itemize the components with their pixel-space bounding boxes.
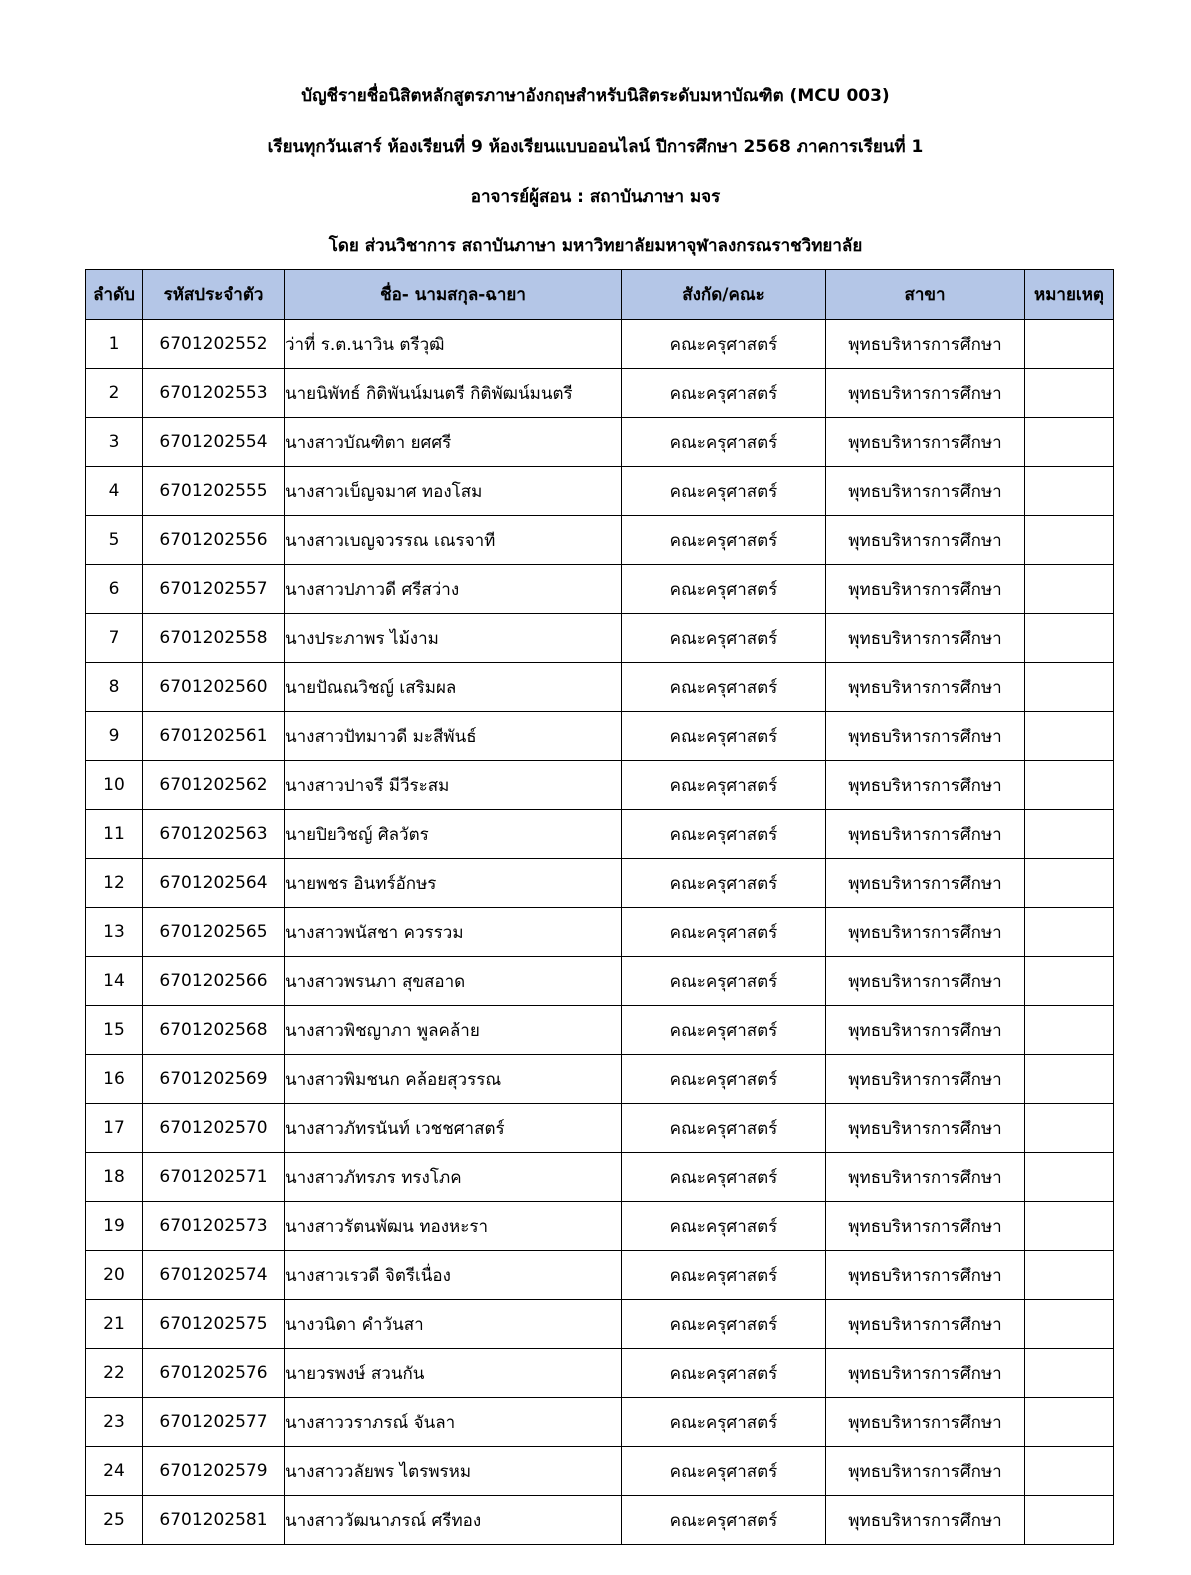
row-faculty: คณะครุศาสตร์ bbox=[622, 1251, 826, 1300]
row-student-id: 6701202557 bbox=[143, 565, 285, 614]
row-faculty: คณะครุศาสตร์ bbox=[622, 1153, 826, 1202]
table-row bbox=[86, 1349, 1114, 1398]
row-note bbox=[1025, 320, 1114, 369]
row-faculty: คณะครุศาสตร์ bbox=[622, 614, 826, 663]
row-name: นางสาวรัตนพัฒน ทองหะรา bbox=[285, 1202, 622, 1251]
row-note bbox=[1025, 1300, 1114, 1349]
row-major: พุทธบริหารการศึกษา bbox=[826, 467, 1025, 516]
table-row bbox=[86, 908, 1114, 957]
row-order: 17 bbox=[86, 1104, 143, 1153]
row-note bbox=[1025, 1447, 1114, 1496]
row-student-id: 6701202555 bbox=[143, 467, 285, 516]
row-major: พุทธบริหารการศึกษา bbox=[826, 516, 1025, 565]
row-order: 3 bbox=[86, 418, 143, 467]
row-student-id: 6701202562 bbox=[143, 761, 285, 810]
row-student-id: 6701202577 bbox=[143, 1398, 285, 1447]
row-faculty: คณะครุศาสตร์ bbox=[622, 1496, 826, 1545]
table-row bbox=[86, 565, 1114, 614]
col-header-note: หมายเหตุ bbox=[1025, 270, 1114, 320]
row-order: 11 bbox=[86, 810, 143, 859]
table-row bbox=[86, 712, 1114, 761]
row-major: พุทธบริหารการศึกษา bbox=[826, 1153, 1025, 1202]
row-note bbox=[1025, 1055, 1114, 1104]
row-faculty: คณะครุศาสตร์ bbox=[622, 418, 826, 467]
row-student-id: 6701202564 bbox=[143, 859, 285, 908]
row-note bbox=[1025, 908, 1114, 957]
table-row bbox=[86, 1300, 1114, 1349]
row-faculty: คณะครุศาสตร์ bbox=[622, 516, 826, 565]
row-faculty: คณะครุศาสตร์ bbox=[622, 565, 826, 614]
row-name: นางสาววลัยพร ไตรพรหม bbox=[285, 1447, 622, 1496]
row-faculty: คณะครุศาสตร์ bbox=[622, 810, 826, 859]
row-name: นายปัณณวิชญ์ เสริมผล bbox=[285, 663, 622, 712]
row-note bbox=[1025, 1202, 1114, 1251]
row-major: พุทธบริหารการศึกษา bbox=[826, 1447, 1025, 1496]
row-faculty: คณะครุศาสตร์ bbox=[622, 712, 826, 761]
row-note bbox=[1025, 467, 1114, 516]
row-major: พุทธบริหารการศึกษา bbox=[826, 712, 1025, 761]
row-order: 1 bbox=[86, 320, 143, 369]
row-student-id: 6701202561 bbox=[143, 712, 285, 761]
col-header-order: ลำดับ bbox=[86, 270, 143, 320]
row-name: นายปิยวิชญ์ ศิลวัตร bbox=[285, 810, 622, 859]
table-body bbox=[86, 320, 1114, 1545]
row-order: 2 bbox=[86, 369, 143, 418]
row-student-id: 6701202575 bbox=[143, 1300, 285, 1349]
row-name: นางสาวปาจรี มีวีระสม bbox=[285, 761, 622, 810]
row-name: นางสาวภัทรนันท์ เวชชศาสตร์ bbox=[285, 1104, 622, 1153]
row-name: นางสาววราภรณ์ จันลา bbox=[285, 1398, 622, 1447]
row-major: พุทธบริหารการศึกษา bbox=[826, 1251, 1025, 1300]
row-major: พุทธบริหารการศึกษา bbox=[826, 1349, 1025, 1398]
table-row bbox=[86, 859, 1114, 908]
row-order: 19 bbox=[86, 1202, 143, 1251]
col-header-student-id: รหัสประจำตัว bbox=[143, 270, 285, 320]
row-note bbox=[1025, 761, 1114, 810]
row-faculty: คณะครุศาสตร์ bbox=[622, 1300, 826, 1349]
row-note bbox=[1025, 418, 1114, 467]
row-name: นางวนิดา คำวันสา bbox=[285, 1300, 622, 1349]
row-faculty: คณะครุศาสตร์ bbox=[622, 1349, 826, 1398]
row-name: ว่าที่ ร.ต.นาวิน ตรีวุฒิ bbox=[285, 320, 622, 369]
table-row bbox=[86, 957, 1114, 1006]
row-note bbox=[1025, 369, 1114, 418]
row-major: พุทธบริหารการศึกษา bbox=[826, 565, 1025, 614]
row-faculty: คณะครุศาสตร์ bbox=[622, 467, 826, 516]
row-faculty: คณะครุศาสตร์ bbox=[622, 1055, 826, 1104]
table-header-row bbox=[86, 270, 1114, 320]
table-row bbox=[86, 418, 1114, 467]
row-order: 9 bbox=[86, 712, 143, 761]
row-note bbox=[1025, 614, 1114, 663]
row-student-id: 6701202576 bbox=[143, 1349, 285, 1398]
table-row bbox=[86, 369, 1114, 418]
row-order: 8 bbox=[86, 663, 143, 712]
row-name: นางสาวเรวดี จิตรีเนื่อง bbox=[285, 1251, 622, 1300]
row-order: 18 bbox=[86, 1153, 143, 1202]
row-order: 10 bbox=[86, 761, 143, 810]
row-name: นายวรพงษ์ สวนกัน bbox=[285, 1349, 622, 1398]
row-order: 20 bbox=[86, 1251, 143, 1300]
row-note bbox=[1025, 1496, 1114, 1545]
row-note bbox=[1025, 1251, 1114, 1300]
row-faculty: คณะครุศาสตร์ bbox=[622, 761, 826, 810]
row-faculty: คณะครุศาสตร์ bbox=[622, 908, 826, 957]
row-note bbox=[1025, 810, 1114, 859]
row-faculty: คณะครุศาสตร์ bbox=[622, 663, 826, 712]
row-name: นางสาวปภาวดี ศรีสว่าง bbox=[285, 565, 622, 614]
row-name: นางสาวพรนภา สุขสอาด bbox=[285, 957, 622, 1006]
table-row bbox=[86, 1496, 1114, 1545]
row-order: 22 bbox=[86, 1349, 143, 1398]
table-row bbox=[86, 1153, 1114, 1202]
row-major: พุทธบริหารการศึกษา bbox=[826, 1300, 1025, 1349]
row-name: นายพชร อินทร์อักษร bbox=[285, 859, 622, 908]
row-student-id: 6701202558 bbox=[143, 614, 285, 663]
row-note bbox=[1025, 663, 1114, 712]
table-row bbox=[86, 1398, 1114, 1447]
row-note bbox=[1025, 1398, 1114, 1447]
table-row bbox=[86, 1104, 1114, 1153]
row-major: พุทธบริหารการศึกษา bbox=[826, 1202, 1025, 1251]
row-order: 25 bbox=[86, 1496, 143, 1545]
row-major: พุทธบริหารการศึกษา bbox=[826, 1104, 1025, 1153]
row-student-id: 6701202581 bbox=[143, 1496, 285, 1545]
row-name: นางสาวภัทรภร ทรงโภค bbox=[285, 1153, 622, 1202]
table-row bbox=[86, 320, 1114, 369]
col-header-faculty: สังกัด/คณะ bbox=[622, 270, 826, 320]
col-header-name: ชื่อ- นามสกุล-ฉายา bbox=[285, 270, 622, 320]
row-major: พุทธบริหารการศึกษา bbox=[826, 320, 1025, 369]
row-major: พุทธบริหารการศึกษา bbox=[826, 418, 1025, 467]
row-faculty: คณะครุศาสตร์ bbox=[622, 859, 826, 908]
row-major: พุทธบริหารการศึกษา bbox=[826, 614, 1025, 663]
row-student-id: 6701202579 bbox=[143, 1447, 285, 1496]
row-student-id: 6701202574 bbox=[143, 1251, 285, 1300]
table-row bbox=[86, 614, 1114, 663]
row-order: 7 bbox=[86, 614, 143, 663]
row-major: พุทธบริหารการศึกษา bbox=[826, 761, 1025, 810]
row-student-id: 6701202573 bbox=[143, 1202, 285, 1251]
row-note bbox=[1025, 1006, 1114, 1055]
row-order: 14 bbox=[86, 957, 143, 1006]
instructor-line: อาจารย์ผู้สอน : สถาบันภาษา มจร bbox=[470, 187, 721, 207]
row-faculty: คณะครุศาสตร์ bbox=[622, 1398, 826, 1447]
row-major: พุทธบริหารการศึกษา bbox=[826, 1398, 1025, 1447]
row-student-id: 6701202552 bbox=[143, 320, 285, 369]
row-note bbox=[1025, 565, 1114, 614]
col-header-major: สาขา bbox=[826, 270, 1025, 320]
row-name: นางสาววัฒนาภรณ์ ศรีทอง bbox=[285, 1496, 622, 1545]
row-student-id: 6701202565 bbox=[143, 908, 285, 957]
student-roster-table bbox=[85, 269, 1114, 1545]
table-row bbox=[86, 1202, 1114, 1251]
row-note bbox=[1025, 859, 1114, 908]
row-major: พุทธบริหารการศึกษา bbox=[826, 810, 1025, 859]
row-student-id: 6701202560 bbox=[143, 663, 285, 712]
row-order: 13 bbox=[86, 908, 143, 957]
row-major: พุทธบริหารการศึกษา bbox=[826, 957, 1025, 1006]
row-major: พุทธบริหารการศึกษา bbox=[826, 1496, 1025, 1545]
row-order: 6 bbox=[86, 565, 143, 614]
row-note bbox=[1025, 1153, 1114, 1202]
row-order: 21 bbox=[86, 1300, 143, 1349]
row-order: 12 bbox=[86, 859, 143, 908]
organizer-line: โดย ส่วนวิชาการ สถาบันภาษา มหาวิทยาลัยมหาจุฬาลงกรณราชวิทยาลัย bbox=[328, 236, 863, 256]
row-order: 23 bbox=[86, 1398, 143, 1447]
row-name: นางสาวพนัสชา ควรรวม bbox=[285, 908, 622, 957]
row-name: นางสาวพิชญาภา พูลคล้าย bbox=[285, 1006, 622, 1055]
row-faculty: คณะครุศาสตร์ bbox=[622, 320, 826, 369]
row-faculty: คณะครุศาสตร์ bbox=[622, 369, 826, 418]
row-faculty: คณะครุศาสตร์ bbox=[622, 1006, 826, 1055]
document-title: บัญชีรายชื่อนิสิตหลักสูตรภาษาอังกฤษสำหรับนิสิตระดับมหาบัณฑิต (MCU 003) bbox=[301, 86, 890, 106]
table-row bbox=[86, 467, 1114, 516]
table-row bbox=[86, 663, 1114, 712]
row-student-id: 6701202571 bbox=[143, 1153, 285, 1202]
table-row bbox=[86, 1006, 1114, 1055]
row-student-id: 6701202563 bbox=[143, 810, 285, 859]
table-row bbox=[86, 1251, 1114, 1300]
row-order: 4 bbox=[86, 467, 143, 516]
row-name: นางสาวปัทมาวดี มะสีพันธ์ bbox=[285, 712, 622, 761]
table-row bbox=[86, 1055, 1114, 1104]
row-faculty: คณะครุศาสตร์ bbox=[622, 957, 826, 1006]
row-name: นางสาวเบญจวรรณ เณรจาที bbox=[285, 516, 622, 565]
table-row bbox=[86, 761, 1114, 810]
row-order: 24 bbox=[86, 1447, 143, 1496]
row-faculty: คณะครุศาสตร์ bbox=[622, 1104, 826, 1153]
row-student-id: 6701202556 bbox=[143, 516, 285, 565]
row-note bbox=[1025, 1104, 1114, 1153]
row-name: นางสาวบัณฑิตา ยศศรี bbox=[285, 418, 622, 467]
row-major: พุทธบริหารการศึกษา bbox=[826, 663, 1025, 712]
row-major: พุทธบริหารการศึกษา bbox=[826, 859, 1025, 908]
table-row bbox=[86, 1447, 1114, 1496]
row-major: พุทธบริหารการศึกษา bbox=[826, 1055, 1025, 1104]
row-note bbox=[1025, 516, 1114, 565]
table-row bbox=[86, 810, 1114, 859]
row-name: นางสาวพิมชนก คล้อยสุวรรณ bbox=[285, 1055, 622, 1104]
row-student-id: 6701202554 bbox=[143, 418, 285, 467]
row-note bbox=[1025, 712, 1114, 761]
row-note bbox=[1025, 1349, 1114, 1398]
row-name: นางสาวเบ็ญจมาศ ทองโสม bbox=[285, 467, 622, 516]
row-order: 5 bbox=[86, 516, 143, 565]
row-order: 15 bbox=[86, 1006, 143, 1055]
row-name: นางประภาพร ไม้งาม bbox=[285, 614, 622, 663]
row-student-id: 6701202569 bbox=[143, 1055, 285, 1104]
row-student-id: 6701202570 bbox=[143, 1104, 285, 1153]
row-student-id: 6701202568 bbox=[143, 1006, 285, 1055]
row-note bbox=[1025, 957, 1114, 1006]
table-row bbox=[86, 516, 1114, 565]
row-name: นายนิพัทธ์ กิติพันน์มนตรี กิติพัฒน์มนตรี bbox=[285, 369, 622, 418]
row-major: พุทธบริหารการศึกษา bbox=[826, 908, 1025, 957]
row-order: 16 bbox=[86, 1055, 143, 1104]
row-faculty: คณะครุศาสตร์ bbox=[622, 1202, 826, 1251]
row-major: พุทธบริหารการศึกษา bbox=[826, 1006, 1025, 1055]
row-faculty: คณะครุศาสตร์ bbox=[622, 1447, 826, 1496]
row-student-id: 6701202566 bbox=[143, 957, 285, 1006]
row-major: พุทธบริหารการศึกษา bbox=[826, 369, 1025, 418]
row-student-id: 6701202553 bbox=[143, 369, 285, 418]
class-schedule: เรียนทุกวันเสาร์ ห้องเรียนที่ 9 ห้องเรียนแบบออนไลน์ ปีการศึกษา 2568 ภาคการเรียนที่ 1 bbox=[267, 137, 924, 157]
